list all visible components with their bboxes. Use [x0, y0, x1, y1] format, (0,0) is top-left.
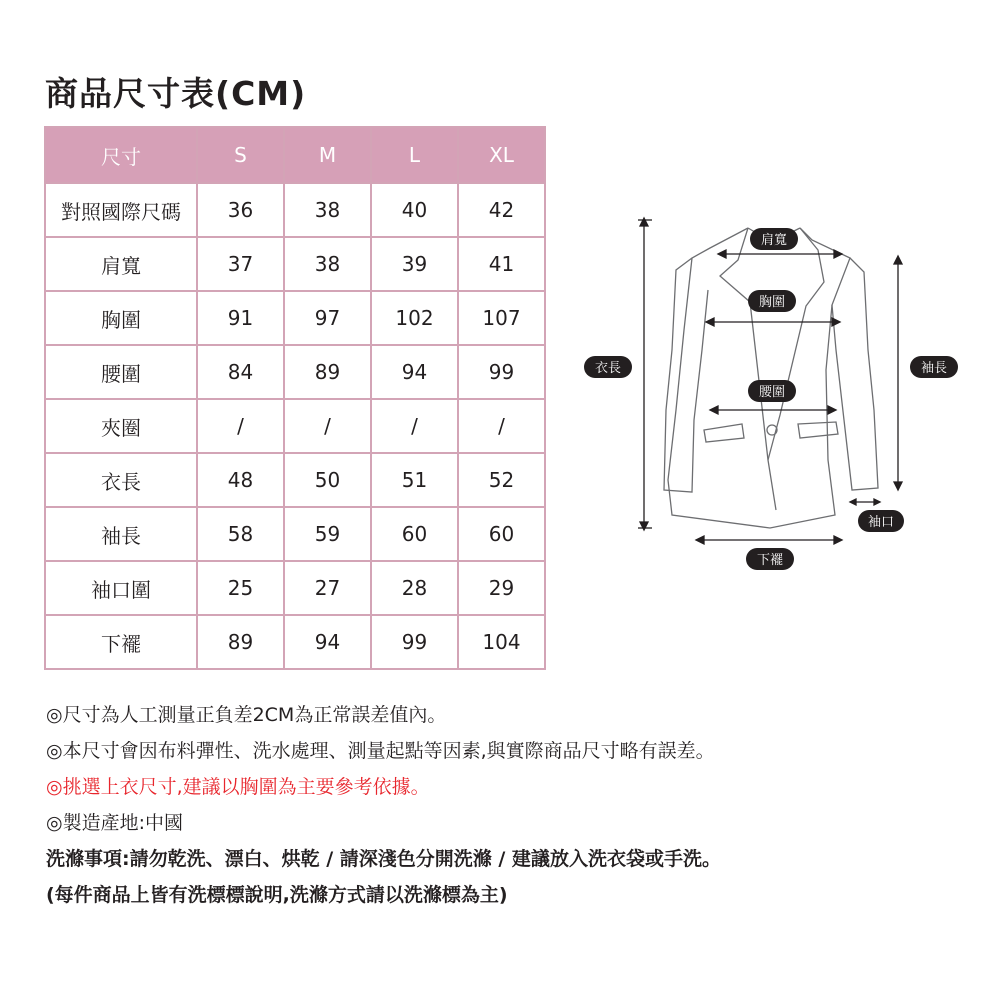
table-cell-s: 48: [197, 453, 284, 507]
page-title: 商品尺寸表(CM): [45, 74, 307, 113]
svg-text:肩寬: 肩寬: [760, 233, 788, 248]
jacket-outline: [664, 228, 878, 528]
table-cell-xl: 42: [458, 183, 545, 237]
table-cell-xl: 107: [458, 291, 545, 345]
table-cell-l: 28: [371, 561, 458, 615]
table-row: [45, 507, 545, 561]
svg-text:胸圍: 胸圍: [758, 295, 786, 310]
label-hem: [746, 548, 794, 570]
table-cell-l: 94: [371, 345, 458, 399]
table-row: [45, 345, 545, 399]
table-cell-xl: 60: [458, 507, 545, 561]
table-cell-l: 39: [371, 237, 458, 291]
svg-text:衣長: 衣長: [594, 361, 622, 376]
note-tolerance: ◎尺寸為人工測量正負差2CM為正常誤差值內。: [46, 704, 447, 726]
table-cell-l: 102: [371, 291, 458, 345]
note-washing: 洗滌事項:請勿乾洗、漂白、烘乾 / 請深淺色分開洗滌 / 建議放入洗衣袋或手洗。: [46, 848, 721, 870]
table-row: [45, 291, 545, 345]
header-cell-s: S: [197, 127, 284, 183]
label-waist: [748, 380, 796, 402]
table-cell-s: 37: [197, 237, 284, 291]
table-cell-xl: 104: [458, 615, 545, 669]
table-row: [45, 399, 545, 453]
label-sleeve: [910, 356, 958, 378]
label-length: [584, 356, 632, 378]
table-cell-m: 89: [284, 345, 371, 399]
note-variance: ◎本尺寸會因布料彈性、洗水處理、測量起點等因素,與實際商品尺寸略有誤差。: [46, 740, 715, 762]
table-cell-label: 衣長: [45, 453, 197, 507]
table-cell-l: 99: [371, 615, 458, 669]
svg-text:袖口: 袖口: [867, 515, 895, 530]
table-cell-l: 51: [371, 453, 458, 507]
table-cell-label: 袖口圍: [45, 561, 197, 615]
svg-text:袖長: 袖長: [920, 361, 948, 376]
header-cell-m: M: [284, 127, 371, 183]
table-cell-s: 25: [197, 561, 284, 615]
size-table: [44, 126, 546, 670]
table-cell-m: /: [284, 399, 371, 453]
label-shoulder: [750, 228, 798, 250]
note-origin: ◎製造產地:中國: [46, 812, 183, 834]
svg-text:下襬: 下襬: [756, 553, 784, 568]
table-cell-xl: 99: [458, 345, 545, 399]
table-cell-label: 對照國際尺碼: [45, 183, 197, 237]
header-cell-size: 尺寸: [45, 127, 197, 183]
table-cell-l: 60: [371, 507, 458, 561]
table-cell-l: /: [371, 399, 458, 453]
table-cell-m: 38: [284, 183, 371, 237]
svg-text:腰圍: 腰圍: [758, 385, 786, 400]
table-cell-xl: 41: [458, 237, 545, 291]
table-cell-label: 肩寬: [45, 237, 197, 291]
table-cell-m: 38: [284, 237, 371, 291]
table-cell-xl: 29: [458, 561, 545, 615]
table-cell-label: 腰圍: [45, 345, 197, 399]
label-cuff: [858, 510, 904, 532]
table-cell-label: 夾圈: [45, 399, 197, 453]
table-cell-s: 84: [197, 345, 284, 399]
table-row: [45, 453, 545, 507]
table-cell-label: 胸圍: [45, 291, 197, 345]
table-cell-label: 袖長: [45, 507, 197, 561]
notes-section: [46, 697, 966, 913]
table-cell-s: 36: [197, 183, 284, 237]
table-header-row: [45, 127, 545, 183]
table-row: [45, 237, 545, 291]
table-cell-m: 50: [284, 453, 371, 507]
jacket-diagram: [580, 210, 970, 580]
table-row: [45, 615, 545, 669]
table-cell-l: 40: [371, 183, 458, 237]
header-cell-xl: XL: [458, 127, 545, 183]
table-cell-xl: /: [458, 399, 545, 453]
table-cell-s: 89: [197, 615, 284, 669]
table-cell-xl: 52: [458, 453, 545, 507]
table-cell-s: 58: [197, 507, 284, 561]
header-cell-l: L: [371, 127, 458, 183]
table-cell-s: 91: [197, 291, 284, 345]
table-row: [45, 561, 545, 615]
table-cell-m: 27: [284, 561, 371, 615]
label-chest: [748, 290, 796, 312]
note-wash-label: (每件商品上皆有洗標標說明,洗滌方式請以洗滌標為主): [46, 884, 508, 906]
table-cell-m: 94: [284, 615, 371, 669]
table-row: [45, 183, 545, 237]
table-cell-label: 下襬: [45, 615, 197, 669]
table-cell-s: /: [197, 399, 284, 453]
table-cell-m: 97: [284, 291, 371, 345]
table-cell-m: 59: [284, 507, 371, 561]
note-chest-advice: ◎挑選上衣尺寸,建議以胸圍為主要參考依據。: [46, 776, 430, 798]
